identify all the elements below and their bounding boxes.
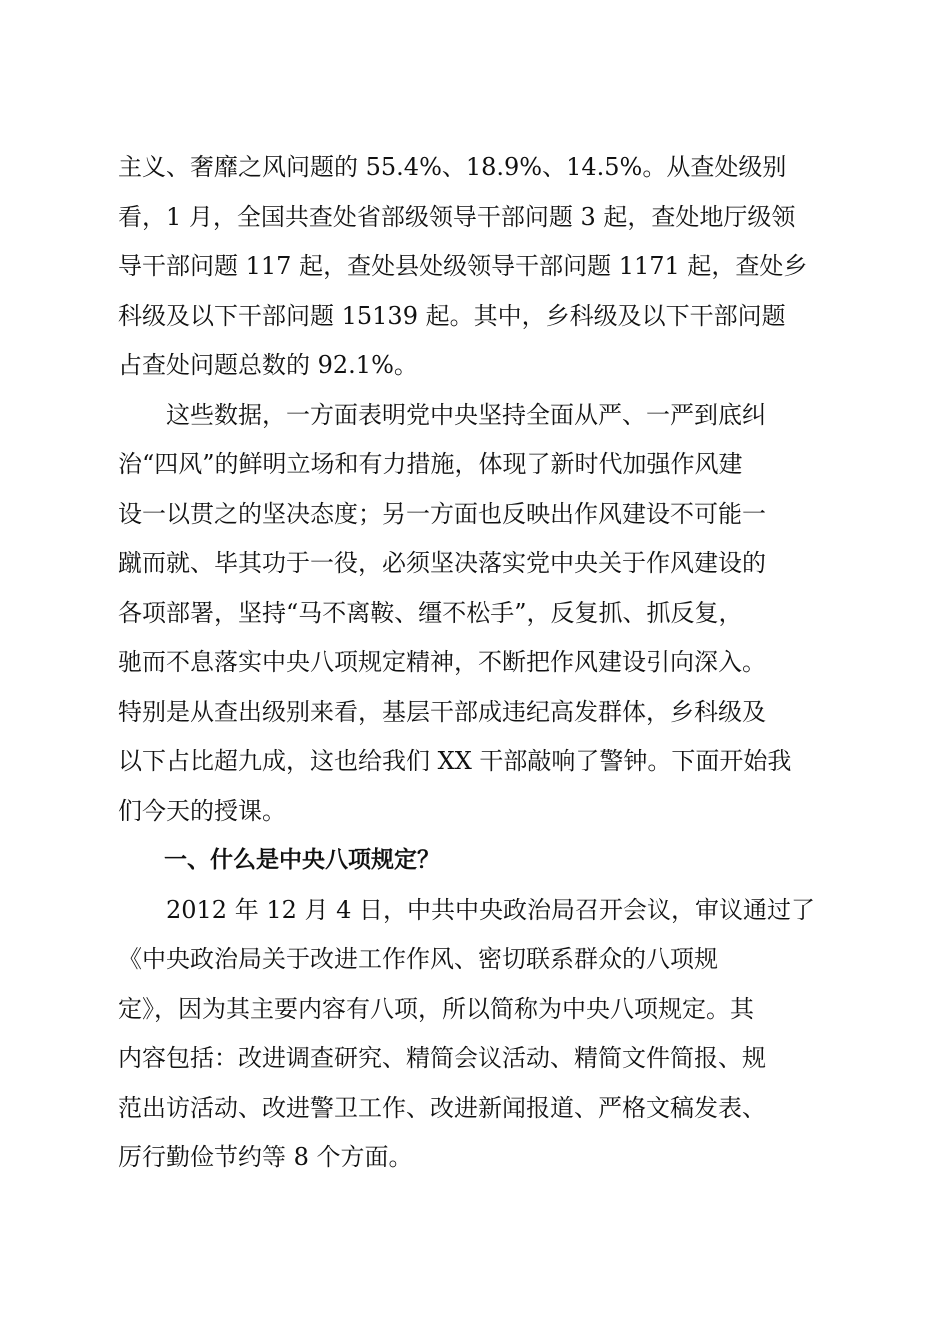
text-line: 占查处问题总数的 92.1%。: [118, 351, 418, 379]
section-heading: 一、什么是中央八项规定？: [118, 847, 440, 873]
text-line: 内容包括：改进调查研究、精简会议活动、精简文件简报、规: [118, 1044, 766, 1072]
document-body: [118, 143, 828, 1183]
text-line: 治“四风”的鲜明立场和有力措施，体现了新时代加强作风建: [118, 450, 743, 478]
text-line: 驰而不息落实中央八项规定精神，不断把作风建设引向深入。: [118, 648, 766, 676]
text-line: 《中央政治局关于改进工作作风、密切联系群众的八项规: [118, 945, 718, 973]
text-line: 各项部署，坚持“马不离鞍、缰不松手”，反复抓、抓反复，: [118, 598, 743, 627]
text-line: 以下占比超九成，这也给我们 XX 干部敲响了警钟。下面开始我: [118, 747, 792, 775]
text-line: 特别是从查出级别来看，基层干部成违纪高发群体，乡科级及: [118, 697, 766, 726]
text-line: 们今天的授课。: [118, 796, 286, 825]
text-line: 主义、奢靡之风问题的 55.4%、18.9%、14.5%。从查处级别: [118, 153, 787, 181]
text-line: 蹴而就、毕其功于一役，必须坚决落实党中央关于作风建设的: [118, 549, 766, 577]
text-line: 2012 年 12 月 4 日，中共中央政治局召开会议，审议通过了: [118, 895, 816, 924]
text-line: 厉行勤俭节约等 8 个方面。: [118, 1143, 413, 1171]
text-line: 定》，因为其主要内容有八项，所以简称为中央八项规定。其: [118, 994, 754, 1023]
text-line: 设一以贯之的坚决态度；另一方面也反映出作风建设不可能一: [118, 499, 766, 528]
text-line: 这些数据，一方面表明党中央坚持全面从严、一严到底纠: [118, 400, 766, 429]
text-line: 范出访活动、改进警卫工作、改进新闻报道、严格文稿发表、: [118, 1093, 766, 1122]
text-line: 科级及以下干部问题 15139 起。其中，乡科级及以下干部问题: [118, 301, 786, 330]
text-line: 看，1 月，全国共查处省部级领导干部问题 3 起，查处地厅级领: [118, 202, 796, 231]
text-line: 导干部问题 117 起，查处县处级领导干部问题 1171 起，查处乡: [118, 252, 808, 280]
